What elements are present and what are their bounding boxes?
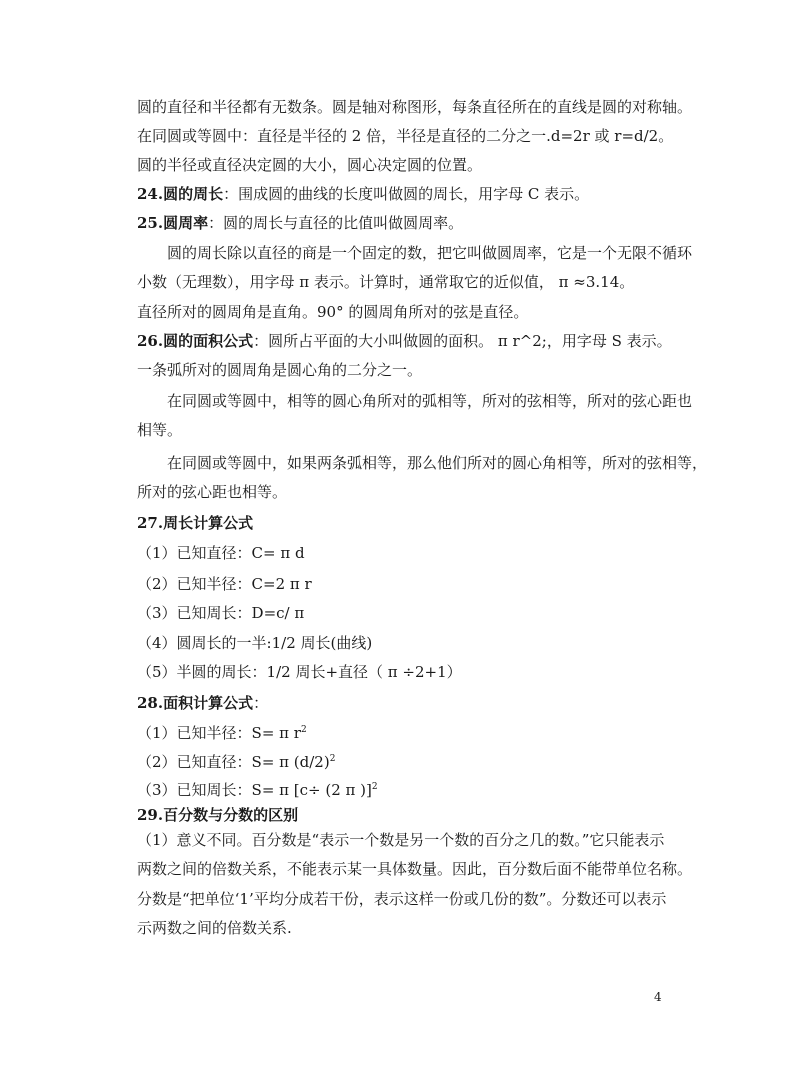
section-25-line: 25.圆周率：圆的周长与直径的比值叫做圆周率。 <box>137 214 464 232</box>
text-line-7: 小数（无理数），用字母 π 表示。计算时，通常取它的近似值， π ≈3.14。 <box>137 273 635 291</box>
text-line-29: 示两数之间的倍数关系. <box>137 919 292 937</box>
text-line-28: 分数是“把单位‘1’平均分成若干份，表示这样一份或几份的数”。分数还可以表示 <box>137 890 667 908</box>
text-line-14: 所对的弦心距也相等。 <box>137 483 288 501</box>
formula-line-3: （3）已知周长：D=c/ π <box>137 604 305 622</box>
text-line-27: 两数之间的倍数关系，不能表示某一具体数量。因此，百分数后面不能带单位名称。 <box>137 860 693 878</box>
section-heading-29: 29.百分数与分数的区别 <box>137 806 299 824</box>
text-line-13: 在同圆或等圆中，如果两条弧相等，那么他们所对的圆心角相等，所对的弦相等， <box>167 454 708 472</box>
section-heading-24: 24.圆的周长 <box>137 185 224 203</box>
section-28-line: 28.面积计算公式： <box>137 694 269 712</box>
area-formula-1: （1）已知半径：S= π $r^2$ <box>137 724 307 742</box>
text-line-12: 相等。 <box>137 421 183 439</box>
section-heading-27: 27.周长计算公式 <box>137 514 254 532</box>
section-26-line: 26.圆的面积公式：圆所占平面的大小叫做圆的面积。 π r^2;，用字母 S 表示。 <box>137 332 672 350</box>
text-line-3: 圆的半径或直径决定圆的大小，圆心决定圆的位置。 <box>137 156 483 174</box>
text-line-8: 直径所对的圆周角是直角。90° 的圆周角所对的弦是直径。 <box>137 303 529 321</box>
superscript: 2 <box>329 754 336 764</box>
section-24-line: 24.圆的周长：围成圆的曲线的长度叫做圆的周长，用字母 C 表示。 <box>137 185 590 203</box>
formula-line-2: （2）已知半径：C=2 π r <box>137 575 312 593</box>
text-line-26: （1）意义不同。百分数是“表示一个数是另一个数的百分之几的数。”它只能表示 <box>137 831 665 849</box>
text-line-2: 在同圆或等圆中：直径是半径的 2 倍，半径是直径的二分之一.d=2r 或 r=d/2。 <box>137 127 674 145</box>
text-line-6: 圆的周长除以直径的商是一个固定的数，把它叫做圆周率，它是一个无限不循环 <box>167 244 693 262</box>
section-heading-25: 25.圆周率 <box>137 214 209 232</box>
area-formula-2: （2）已知直径：S= π $(d/2)^2$ <box>137 753 336 771</box>
superscript: 2 <box>300 725 307 735</box>
page-number: 4 <box>654 990 662 1004</box>
text-line-10: 一条弧所对的圆周角是圆心角的二分之一。 <box>137 361 423 379</box>
text-line-11: 在同圆或等圆中，相等的圆心角所对的弧相等，所对的弦相等，所对的弦心距也 <box>167 392 693 410</box>
section-heading-26: 26.圆的面积公式 <box>137 332 254 350</box>
formula-line-4: （4）圆周长的一半:1/2 周长(曲线) <box>137 634 373 652</box>
text-line-1: 圆的直径和半径都有无数条。圆是轴对称图形，每条直径所在的直线是圆的对称轴。 <box>137 98 693 116</box>
superscript: 2 <box>371 782 378 792</box>
section-heading-28: 28.面积计算公式 <box>137 694 254 712</box>
formula-line-5: （5）半圆的周长：1/2 周长+直径（ π ÷2+1） <box>137 663 462 681</box>
area-formula-3: （3）已知周长：S= π [c÷ (2 π )]$^2$ <box>137 781 378 799</box>
section-27-line <box>137 513 253 533</box>
section-29-line <box>137 805 298 825</box>
formula-line-1: （1）已知直径：C= π d <box>137 544 305 562</box>
